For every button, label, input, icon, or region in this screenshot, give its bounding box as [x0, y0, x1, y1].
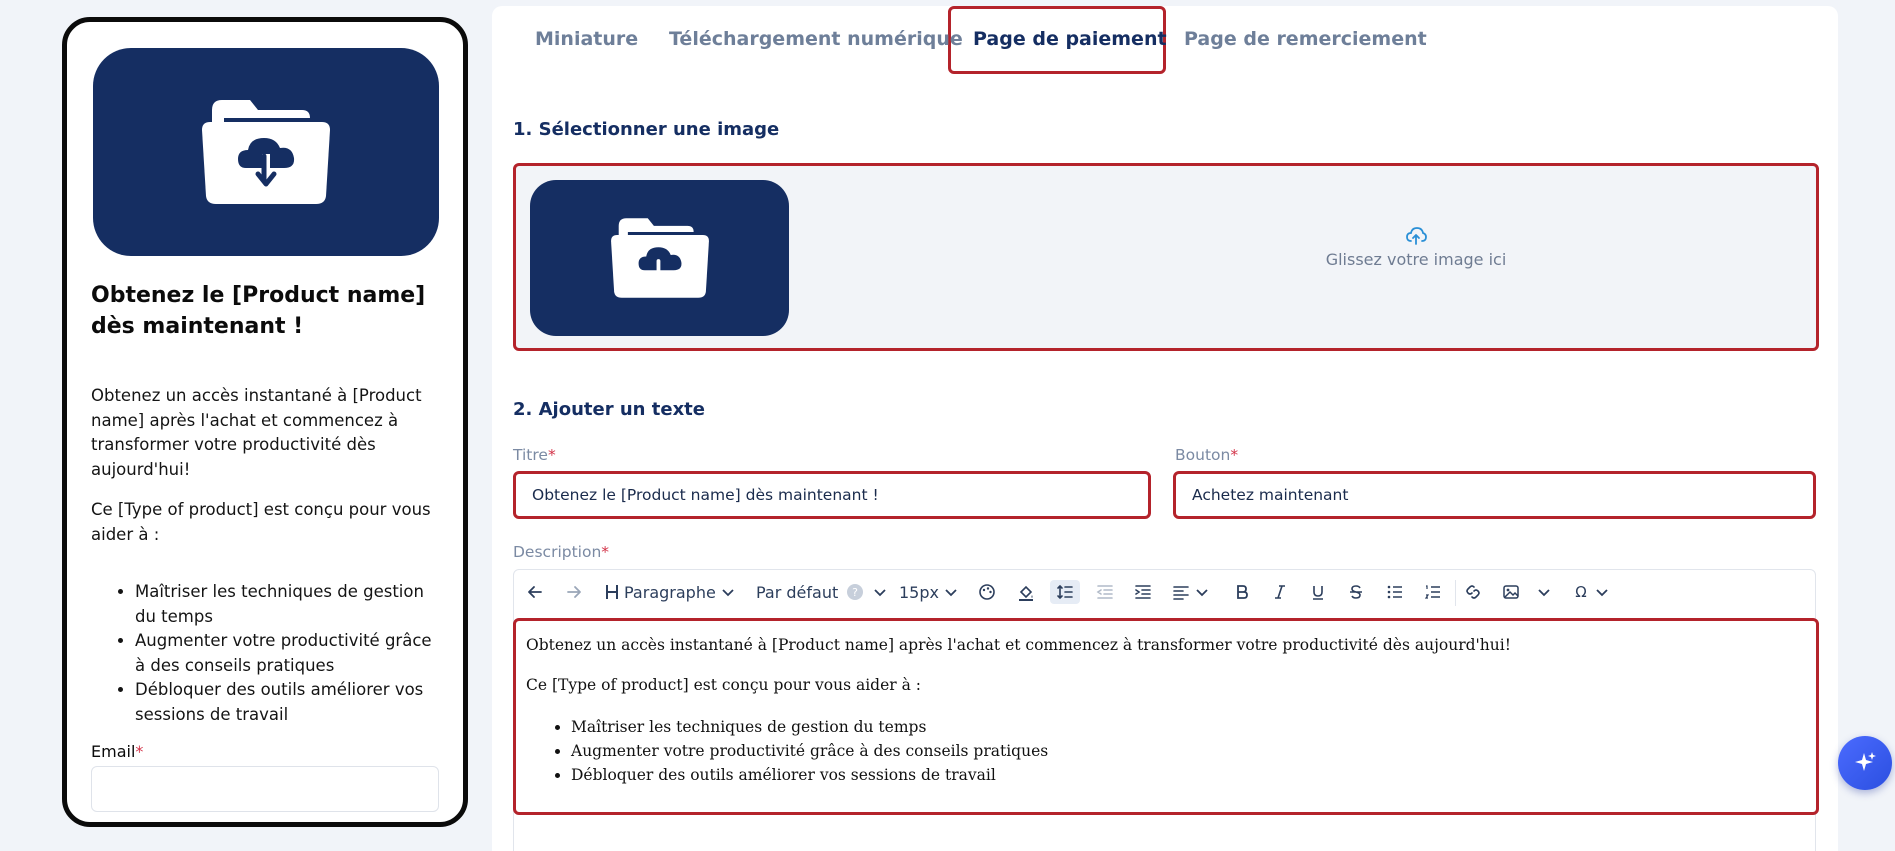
preview-paragraph-1: Obtenez un accès instantané à [Product name] après l'achat et commencez à transformer votre productivité dès aujourd'hui! [91, 386, 422, 479]
svg-text:Ω: Ω [1575, 583, 1587, 601]
title-label-text: Titre [513, 446, 548, 464]
numbered-list-icon[interactable] [1424, 580, 1442, 604]
special-char-dropdown[interactable] [1572, 580, 1610, 604]
cloud-upload-icon [1405, 226, 1427, 246]
align-icon [1172, 583, 1190, 601]
chevron-down-icon [1594, 584, 1610, 600]
line-height-icon[interactable] [1050, 580, 1080, 604]
editor-bullet-list [571, 715, 1806, 787]
email-label [91, 742, 143, 761]
image-icon [1502, 583, 1520, 601]
required-mark: * [135, 742, 144, 761]
title-field-label [513, 446, 556, 464]
font-family-value: Par défaut [756, 582, 839, 602]
bold-icon[interactable] [1234, 580, 1250, 604]
ai-assistant-button[interactable] [1838, 736, 1892, 790]
undo-icon[interactable] [526, 580, 544, 604]
font-family-dropdown[interactable] [756, 580, 888, 604]
button-field-label [1175, 446, 1238, 464]
toolbar-divider [1455, 580, 1456, 606]
section-add-text-title: 2. Ajouter un texte [513, 399, 705, 420]
title-field[interactable]: Obtenez le [Product name] dès maintenant ! [513, 471, 1151, 519]
text-color-icon[interactable] [978, 580, 996, 604]
dropzone[interactable] [1016, 226, 1816, 269]
required-mark: * [1230, 446, 1239, 464]
strikethrough-icon[interactable] [1348, 580, 1364, 604]
sparkle-icon [1852, 750, 1878, 776]
link-icon[interactable] [1464, 580, 1482, 604]
section-select-image-title: 1. Sélectionner une image [513, 119, 780, 140]
chevron-down-icon [720, 584, 736, 600]
list-item: • Débloquer des outils améliorer vos sessions de travail [571, 763, 1806, 787]
email-field[interactable] [91, 766, 439, 812]
indent-icon[interactable] [1134, 580, 1152, 604]
preview-product-image [93, 48, 439, 256]
list-item: • Débloquer des outils améliorer vos sessions de travail [135, 678, 435, 727]
list-item: • Maîtriser les techniques de gestion du temps [135, 580, 435, 629]
list-item: • Augmenter votre productivité grâce à des conseils pratiques [571, 739, 1806, 763]
font-size-dropdown[interactable] [899, 580, 959, 604]
preview-title: Obtenez le [Product name] dès maintenant ! [91, 283, 426, 339]
block-format-dropdown[interactable] [604, 580, 736, 604]
italic-icon[interactable] [1272, 580, 1288, 604]
folder-download-icon [198, 96, 334, 208]
chevron-down-icon [1536, 584, 1552, 600]
image-upload-area[interactable] [513, 163, 1819, 351]
description-editor-content[interactable] [513, 618, 1819, 815]
highlight-icon[interactable] [1017, 580, 1035, 604]
outdent-icon[interactable] [1096, 580, 1114, 604]
required-mark: * [601, 543, 610, 561]
bullet-list-icon[interactable] [1386, 580, 1404, 604]
chevron-down-icon [943, 584, 959, 600]
checkout-preview-phone [62, 17, 468, 827]
required-mark: * [547, 446, 556, 464]
align-dropdown[interactable] [1172, 580, 1210, 604]
help-icon [846, 583, 864, 601]
chevron-down-icon [872, 584, 888, 600]
tab-miniature[interactable]: Miniature [535, 28, 639, 50]
preview-bullet-list [135, 580, 435, 727]
redo-icon[interactable] [565, 580, 583, 604]
heading-icon [604, 583, 620, 601]
image-dropdown[interactable] [1502, 580, 1552, 604]
dropzone-text: Glissez votre image ici [1325, 250, 1507, 269]
block-format-value: Paragraphe [624, 582, 716, 602]
editor-toolbar [514, 570, 1815, 614]
tab-checkout-page[interactable]: Page de paiement [973, 28, 1167, 50]
editor-panel [492, 6, 1838, 851]
button-label-text: Bouton [1175, 446, 1231, 464]
chevron-down-icon [1194, 584, 1210, 600]
description-label [513, 543, 609, 561]
list-item: • Augmenter votre productivité grâce à des conseils pratiques [135, 629, 435, 678]
tab-thank-you-page[interactable]: Page de remerciement [1184, 28, 1427, 50]
button-text-field[interactable]: Achetez maintenant [1173, 471, 1816, 519]
preview-paragraph-2: Ce [Type of product] est conçu pour vous aider à : [91, 500, 431, 544]
list-item: • Maîtriser les techniques de gestion du temps [571, 715, 1806, 739]
folder-download-icon [608, 215, 712, 301]
selected-image-thumbnail[interactable] [530, 180, 789, 336]
tab-digital-download[interactable]: Téléchargement numérique [669, 28, 963, 50]
description-label-text: Description [513, 543, 602, 561]
special-char-icon [1572, 583, 1590, 601]
underline-icon[interactable] [1310, 580, 1326, 604]
editor-paragraph-2: Ce [Type of product] est conçu pour vous aider à : [526, 676, 921, 694]
font-size-value: 15px [899, 582, 939, 602]
svg-text:?: ? [852, 586, 859, 599]
email-label-text: Email [91, 742, 136, 761]
editor-paragraph-1: Obtenez un accès instantané à [Product name] après l'achat et commencez à transformer votre productivité dès aujourd'hui! [526, 636, 1511, 654]
